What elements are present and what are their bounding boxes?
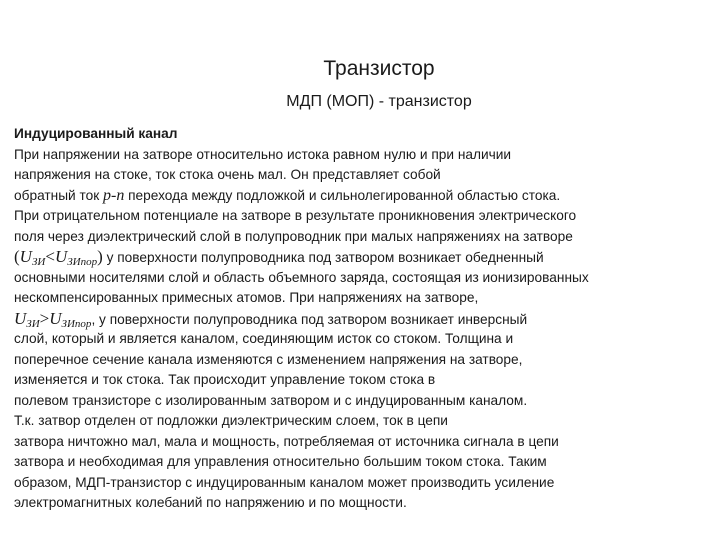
text-line: Т.к. затвор отделен от подложки диэлектрическим слоем, ток в цепи [14, 413, 448, 428]
voltage-subscript: ЗИ [26, 317, 40, 330]
voltage-subscript: ЗИ [31, 256, 46, 268]
text-line: электромагнитных колебаний по напряжению и по мощности. [14, 495, 407, 510]
text-line: При отрицательном потенциале на затворе в результате проникновения электрического [14, 208, 577, 223]
text-line: образом, МДП-транзистор с индуцированным каналом может производить усиление [14, 474, 555, 490]
text-fragment: перехода между подложкой и сильнолегированной областью стока. [124, 187, 561, 203]
text-line: затвора ничтожно мал, мала и мощность, потребляемая от источника сигнала в цепи [14, 433, 559, 449]
slide-title: Транзистор [323, 57, 435, 80]
pn-junction-term: p-n [103, 186, 125, 204]
text-line: основными носителями слой и область объемного заряда, состоящая из ионизированных [14, 269, 589, 285]
text-line: При напряжении на затворе относительно истока равном нулю и при наличии [14, 146, 512, 162]
text-line: напряжения на стоке, ток стока очень мал. Он представляет собой [14, 167, 441, 182]
voltage-subscript: ЗИпор [67, 256, 98, 268]
formula-line [14, 247, 714, 268]
section-heading: Индуцированный канал [14, 126, 178, 141]
slide-subtitle: МДП (МОП) - транзистор [286, 93, 472, 110]
text-line: поля через диэлектрический слой в полупроводник при малых напряжениях на затворе [14, 228, 573, 244]
text-line [14, 186, 714, 207]
text-line: слой, который и является каналом, соединяющим исток со стоком. Толщина и [14, 331, 514, 346]
text-fragment: у поверхности полупроводника под затвором возникает обедненный [102, 250, 544, 265]
body-text [14, 124, 714, 514]
voltage-symbol: U [14, 308, 27, 328]
paren-open: ( [14, 247, 20, 266]
voltage-symbol: U [49, 308, 62, 328]
less-than-sign: < [45, 247, 55, 266]
text-line: изменяется и ток стока. Так происходит управление током стока в [14, 372, 436, 387]
greater-than-sign: > [39, 308, 50, 328]
paren-close: ) [97, 247, 103, 266]
voltage-subscript: ЗИпор [61, 317, 92, 330]
text-line: нескомпенсированных примесных атомов. При напряжениях на затворе, [14, 290, 479, 305]
text-fragment: обратный ток [14, 187, 104, 203]
text-fragment: , у поверхности полупроводника под затвором возникает инверсный [91, 311, 528, 327]
text-line: затвора и необходимая для управления относительно большим током стока. Таким [14, 454, 547, 469]
text-line: полевом транзисторе с изолированным затвором и с индуцированным каналом. [14, 392, 528, 408]
formula-line [14, 309, 714, 330]
voltage-symbol: U [54, 247, 68, 266]
text-line: поперечное сечение канала изменяются с изменением напряжения на затворе, [14, 351, 523, 367]
voltage-symbol: U [19, 247, 32, 266]
